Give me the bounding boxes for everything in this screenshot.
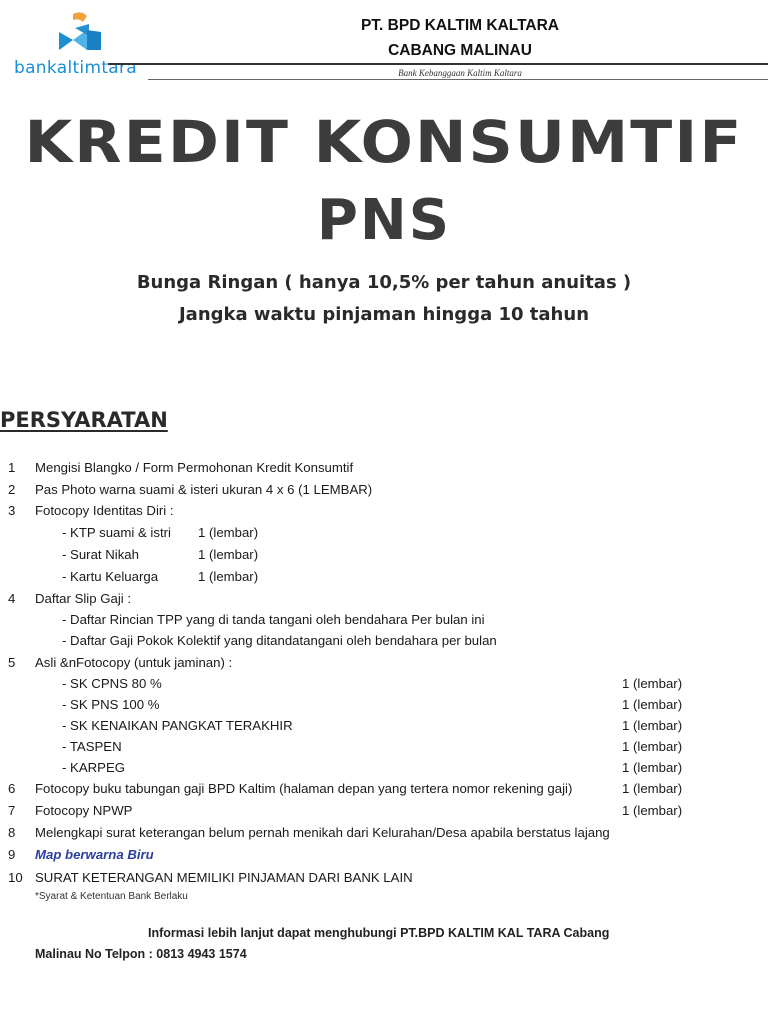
req-item: Fotocopy buku tabungan gaji BPD Kaltim (halaman depan yang tertera nomor rekening gaji) — [35, 781, 573, 796]
req-subitem: - Surat Nikah — [62, 547, 139, 562]
req-qty: 1 (lembar) — [622, 697, 683, 712]
req-subitem: - TASPEN — [62, 739, 122, 754]
req-item: SURAT KETERANGAN MEMILIKI PINJAMAN DARI BANK LAIN — [35, 870, 413, 885]
req-qty: 1 (lembar) — [622, 676, 683, 691]
req-subitem: - SK CPNS 80 % — [62, 676, 162, 691]
req-item: Daftar Slip Gaji : — [35, 591, 132, 606]
req-num: 1 — [8, 460, 16, 475]
req-num: 3 — [8, 503, 16, 518]
bank-name: PT. BPD KALTIM KALTARA — [360, 17, 560, 34]
req-subitem: - Daftar Gaji Pokok Kolektif yang ditandatangani oleh bendahara per bulan — [62, 633, 497, 648]
req-subitem: - KTP suami & istri — [62, 525, 171, 540]
req-item-blue-map: Map berwarna Biru — [35, 847, 154, 862]
req-subitem: - Daftar Rincian TPP yang di tanda tangani oleh bendahara Per bulan ini — [62, 612, 485, 627]
req-num: 4 — [8, 591, 16, 606]
req-qty: 1 (lembar) — [198, 569, 259, 584]
req-item: Fotocopy Identitas Diri : — [35, 503, 174, 518]
req-num: 10 — [8, 870, 23, 885]
req-num: 9 — [8, 847, 16, 862]
req-subitem: - SK KENAIKAN PANGKAT TERAKHIR — [62, 718, 293, 733]
main-title-line1: KREDIT KONSUMTIF — [24, 108, 744, 176]
section-title: PERSYARATAN — [0, 408, 168, 432]
req-num: 8 — [8, 825, 16, 840]
req-subitem: - SK PNS 100 % — [62, 697, 160, 712]
req-item: Mengisi Blangko / Form Permohonan Kredit Konsumtif — [35, 460, 354, 475]
req-subitem: - Kartu Keluarga — [62, 569, 159, 584]
req-num: 5 — [8, 655, 16, 670]
subtitle-interest: Bunga Ringan ( hanya 10,5% per tahun anuitas ) — [136, 272, 632, 293]
req-qty: 1 (lembar) — [622, 781, 683, 796]
req-qty: 1 (lembar) — [622, 718, 683, 733]
req-item: Asli &nFotocopy (untuk jaminan) : — [35, 655, 233, 670]
req-num: 7 — [8, 803, 16, 818]
subtitle-term: Jangka waktu pinjaman hingga 10 tahun — [178, 304, 590, 325]
req-num: 6 — [8, 781, 16, 796]
contact-info-line1: Informasi lebih lanjut dapat menghubungi PT.BPD KALTIM KAL TARA Cabang — [148, 926, 610, 940]
branch-name: CABANG MALINAU — [388, 42, 532, 59]
terms-note: *Syarat & Ketentuan Bank Berlaku — [35, 891, 188, 902]
header-rule — [108, 63, 768, 65]
req-item: Pas Photo warna suami & isteri ukuran 4 x 6 (1 LEMBAR) — [35, 482, 373, 497]
req-qty: 1 (lembar) — [622, 739, 683, 754]
req-qty: 1 (lembar) — [198, 547, 259, 562]
bank-logo-text: bankaltimtara — [14, 58, 138, 78]
bank-tagline: Bank Kebanggaan Kaltim Kaltara — [398, 68, 522, 78]
req-num: 2 — [8, 482, 16, 497]
header-rule-thin — [148, 79, 768, 80]
req-qty: 1 (lembar) — [198, 525, 259, 540]
req-item: Melengkapi surat keterangan belum pernah menikah dari Kelurahan/Desa apabila berstatus lajang — [35, 825, 610, 840]
req-item: Fotocopy NPWP — [35, 803, 133, 818]
req-qty: 1 (lembar) — [622, 760, 683, 775]
main-title-line2: PNS — [316, 188, 452, 253]
contact-info-line2: Malinau No Telpon : 0813 4943 1574 — [35, 947, 247, 961]
req-qty: 1 (lembar) — [622, 803, 683, 818]
req-subitem: - KARPEG — [62, 760, 126, 775]
bank-logo-icon — [55, 10, 105, 58]
